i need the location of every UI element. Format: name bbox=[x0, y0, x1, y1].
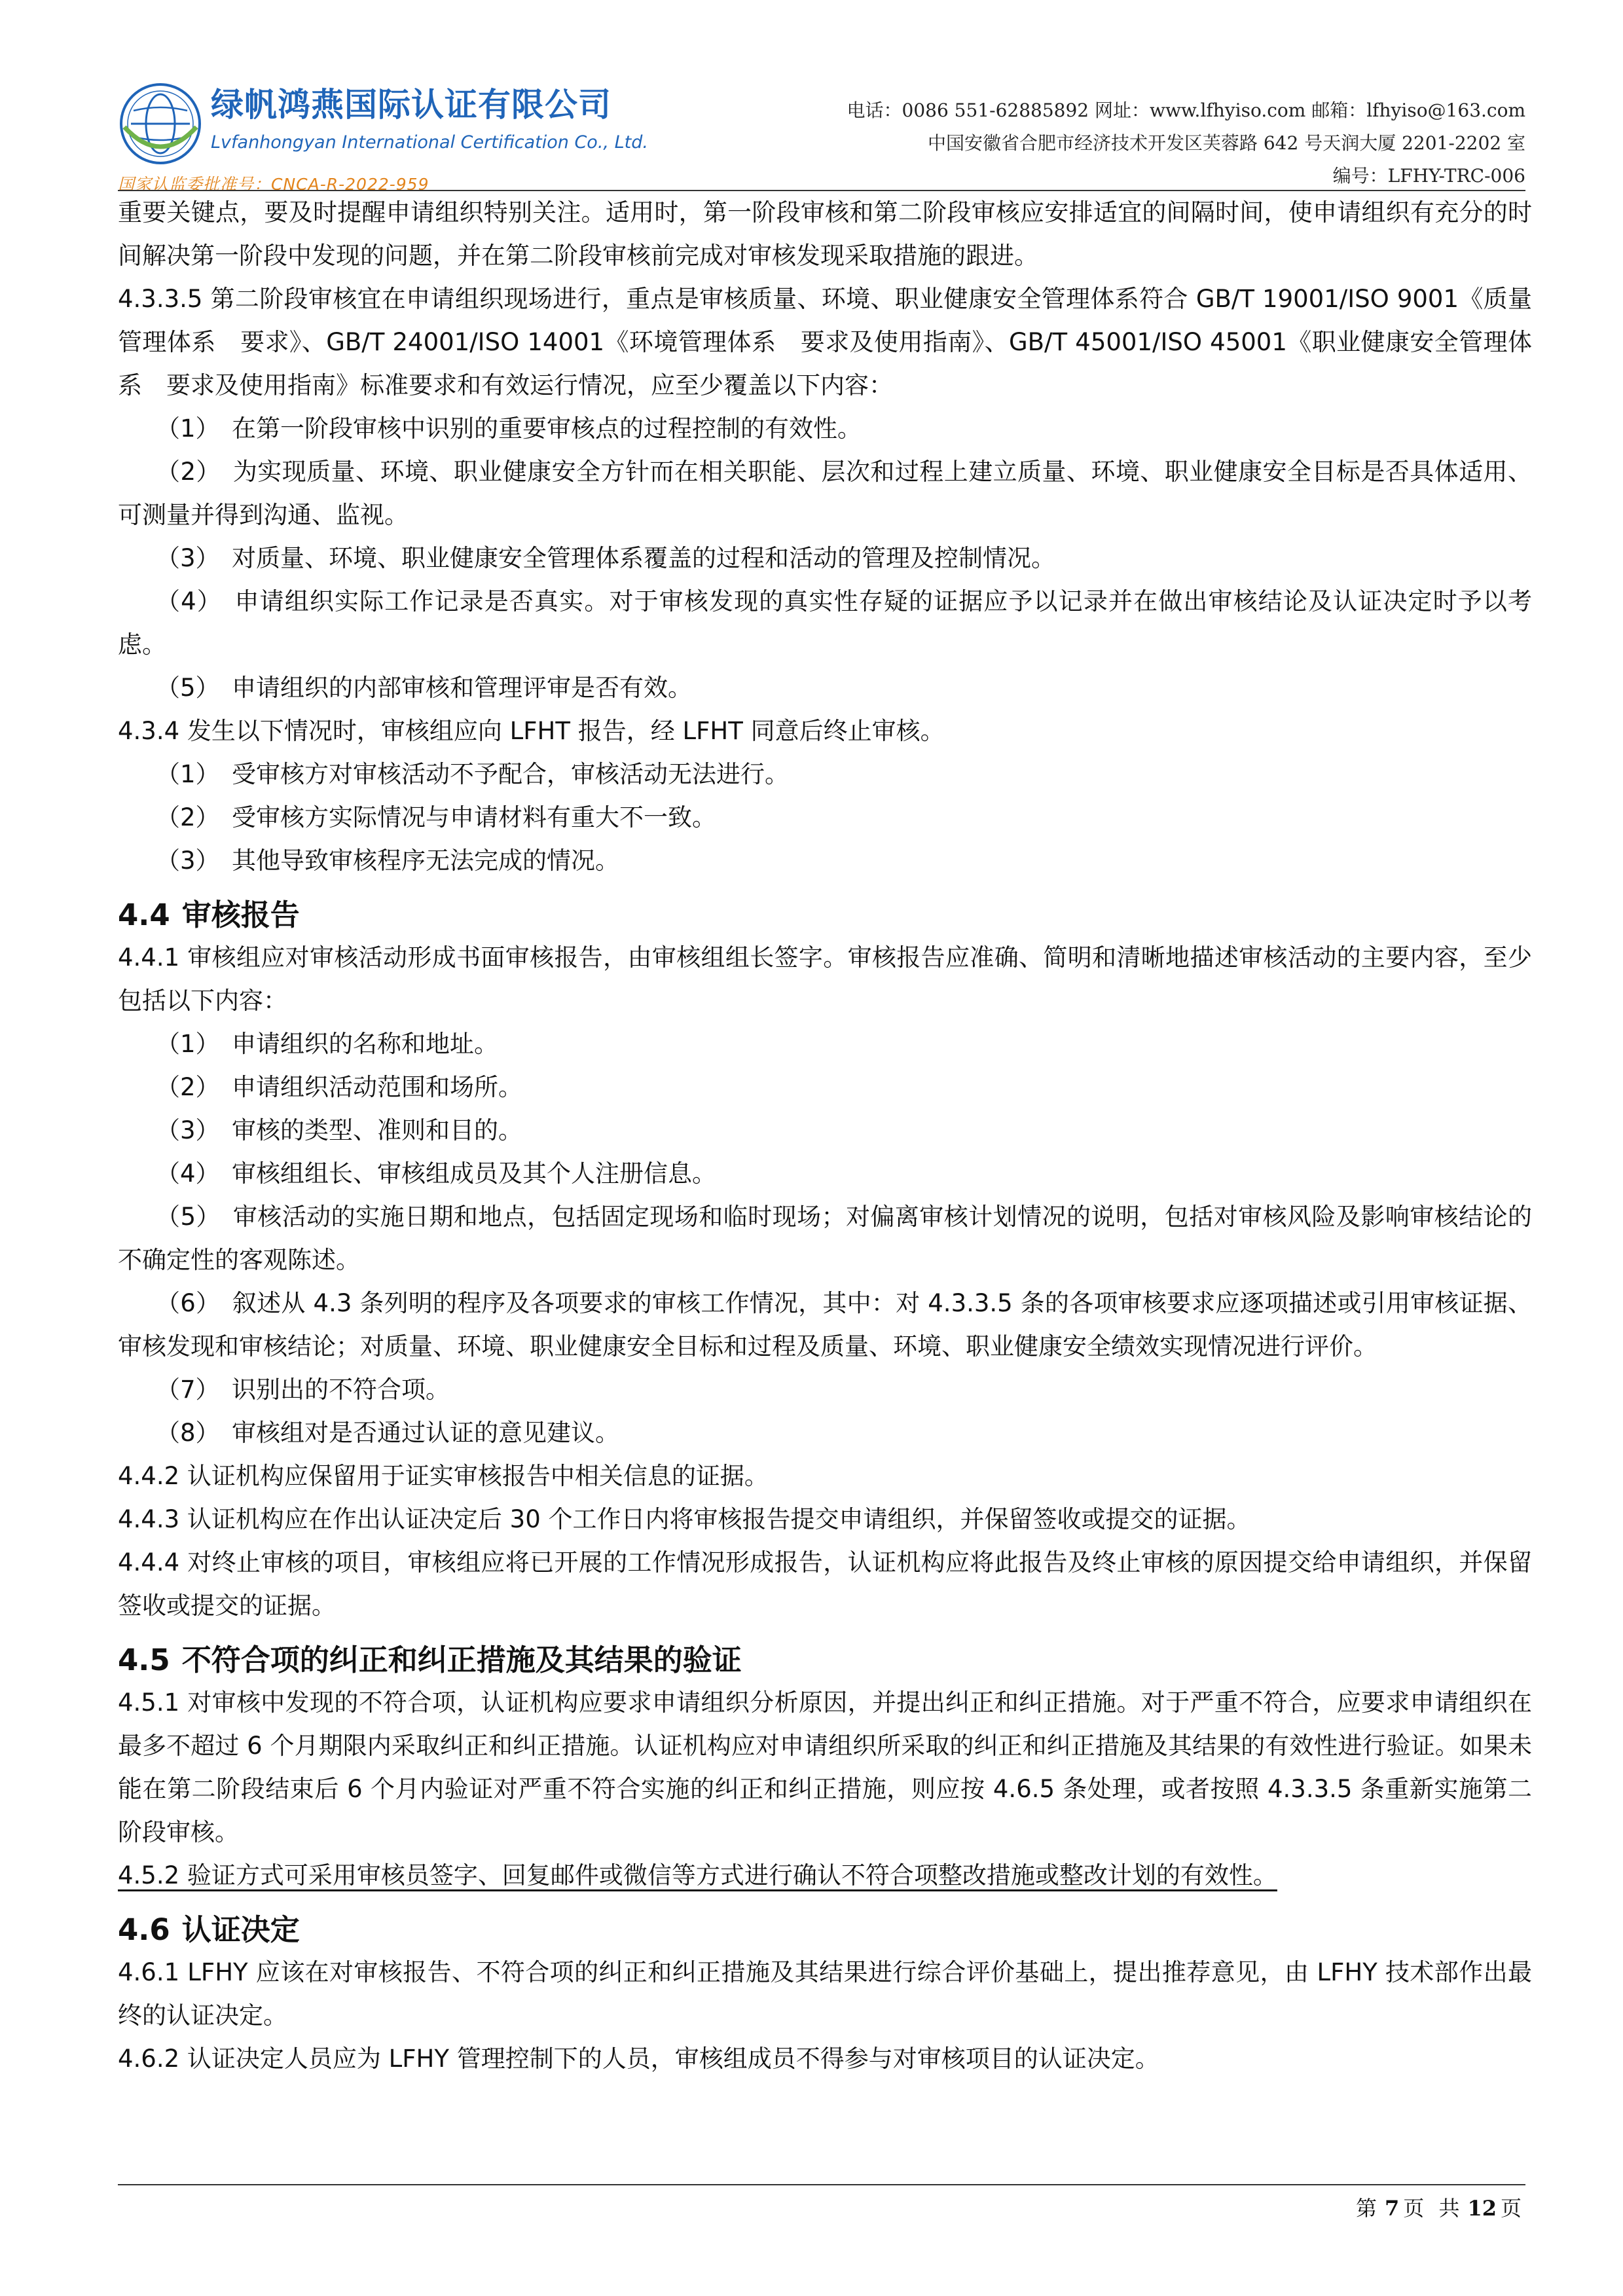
list-item: （8） 审核组对是否通过认证的意见建议。 bbox=[156, 1419, 620, 1447]
footer-divider bbox=[118, 2184, 1525, 2185]
page-header bbox=[118, 73, 1525, 194]
page-prefix: 第 bbox=[1355, 2196, 1381, 2221]
section-title: 审核报告 bbox=[181, 898, 300, 932]
list-item: （2） 受审核方实际情况与申请材料有重大不一致。 bbox=[156, 803, 717, 831]
list-item: （2） 申请组织活动范围和场所。 bbox=[156, 1073, 523, 1101]
company-name-cn: 绿帆鸿燕国际认证有限公司 bbox=[211, 86, 611, 124]
list-item: （6） 叙述从 4.3 条列明的程序及各项要求的审核工作情况，其中：对 4.3.3.5 条的各项审核要求应逐项描述或引用审核证据、审核发现和审核结论；对质量、环境、职业健康安全目标和过程及质量、环境、职业健康安全绩效实现情况进行评价。 bbox=[118, 1289, 1532, 1360]
clause-4-5-2 bbox=[118, 1854, 1532, 1897]
clause-4-4-1: 4.4.1 审核组应对审核活动形成书面审核报告，由审核组组长签字。审核报告应准确、简明和清晰地描述审核活动的主要内容，至少包括以下内容： bbox=[118, 943, 1532, 1015]
clause-4-4-3: 4.4.3 认证机构应在作出认证决定后 30 个工作日内将审核报告提交申请组织，并保留签收或提交的证据。 bbox=[118, 1505, 1251, 1533]
page-number: 7 bbox=[1385, 2196, 1400, 2221]
section-heading-4-4 bbox=[118, 892, 1532, 939]
clause-4-6-1: 4.6.1 LFHY 应该在对审核报告、不符合项的纠正和纠正措施及其结果进行综合评价基础上，提出推荐意见，由 LFHY 技术部作出最终的认证决定。 bbox=[118, 1958, 1532, 2030]
page-suffix: 页 bbox=[1500, 2196, 1525, 2221]
list-item: （4） 申请组织实际工作记录是否真实。对于审核发现的真实性存疑的证据应予以记录并在做出审核结论及认证决定时予以考虑。 bbox=[118, 587, 1532, 659]
company-name-en: Lvfanhongyan International Certification Co., Ltd. bbox=[211, 132, 648, 153]
contact-block bbox=[847, 94, 1526, 192]
page-total: 12 bbox=[1467, 2196, 1497, 2221]
paragraph: 重要关键点，要及时提醒申请组织特别关注。适用时，第一阶段审核和第二阶段审核应安排适宜的间隔时间，使申请组织有充分的时间解决第一阶段中发现的问题，并在第二阶段审核前完成对审核发现采取措施的跟进。 bbox=[118, 198, 1532, 270]
clause-4-3-3-5: 4.3.3.5 第二阶段审核宜在申请组织现场进行，重点是审核质量、环境、职业健康安全管理体系符合 GB/T 19001/ISO 9001《质量管理体系 要求》、GB/T 24001/ISO 14001《环境管理体系 要求及使用指南》、GB/T 45001/ISO 45001《职业健康安全管理体系 要求及使用指南》标准要求和有效运行情况，应至少覆盖以下内容： bbox=[118, 285, 1532, 399]
list-item: （4） 审核组组长、审核组成员及其个人注册信息。 bbox=[156, 1159, 717, 1188]
section-number: 4.6 bbox=[118, 1912, 170, 1947]
list-item: （3） 对质量、环境、职业健康安全管理体系覆盖的过程和活动的管理及控制情况。 bbox=[156, 544, 1056, 572]
underlined-text: 4.5.2 验证方式可采用审核员签字、回复邮件或微信等方式进行确认不符合项整改措施或整改计划的有效性。 bbox=[118, 1861, 1277, 1889]
contact-line: 电话：0086 551-62885892 网址：www.lfhyiso.com 邮箱：lfhyiso@163.com bbox=[847, 100, 1525, 121]
clause-4-6-2: 4.6.2 认证决定人员应为 LFHY 管理控制下的人员，审核组成员不得参与对审核项目的认证决定。 bbox=[118, 2045, 1159, 2073]
page-footer bbox=[1356, 2192, 1525, 2222]
list-item: （1） 在第一阶段审核中识别的重要审核点的过程控制的有效性。 bbox=[156, 414, 862, 443]
list-item: （3） 其他导致审核程序无法完成的情况。 bbox=[156, 847, 620, 875]
document-body bbox=[118, 191, 1532, 2081]
section-title: 认证决定 bbox=[181, 1912, 300, 1947]
list-item: （1） 申请组织的名称和地址。 bbox=[156, 1030, 499, 1058]
section-heading-4-5 bbox=[118, 1637, 1532, 1684]
clause-4-5-1: 4.5.1 对审核中发现的不符合项，认证机构应要求申请组织分析原因，并提出纠正和纠正措施。对于严重不符合，应要求申请组织在最多不超过 6 个月期限内采取纠正和纠正措施。认证机构应对申请组织所采取的纠正和纠正措施及其结果的有效性进行验证。如果未能在第二阶段结束后 6 个月内验证对严重不符合实施的纠正和纠正措施，则应按 4.6.5 条处理，或者按照 4.3.3.5 条重新实施第二阶段审核。 bbox=[118, 1688, 1532, 1846]
list-item: （3） 审核的类型、准则和目的。 bbox=[156, 1116, 523, 1144]
list-item: （5） 申请组织的内部审核和管理评审是否有效。 bbox=[156, 674, 693, 702]
globe-logo-icon bbox=[118, 81, 203, 166]
clause-4-3-4: 4.3.4 发生以下情况时，审核组应向 LFHT 报告，经 LFHT 同意后终止审核。 bbox=[118, 717, 945, 745]
section-number: 4.5 bbox=[118, 1643, 170, 1677]
list-item: （1） 受审核方对审核活动不予配合，审核活动无法进行。 bbox=[156, 760, 790, 788]
section-number: 4.4 bbox=[118, 898, 170, 932]
section-heading-4-6 bbox=[118, 1906, 1532, 1954]
clause-4-4-4: 4.4.4 对终止审核的项目，审核组应将已开展的工作情况形成报告，认证机构应将此报告及终止审核的原因提交给申请组织，并保留签收或提交的证据。 bbox=[118, 1548, 1532, 1620]
page-middle: 页 共 bbox=[1403, 2196, 1464, 2221]
clause-4-4-2: 4.4.2 认证机构应保留用于证实审核报告中相关信息的证据。 bbox=[118, 1462, 769, 1490]
list-item: （5） 审核活动的实施日期和地点，包括固定现场和临时现场；对偏离审核计划情况的说明，包括对审核风险及影响审核结论的不确定性的客观陈述。 bbox=[118, 1203, 1532, 1274]
list-item: （2） 为实现质量、环境、职业健康安全方针而在相关职能、层次和过程上建立质量、环境、职业健康安全目标是否具体适用、可测量并得到沟通、监视。 bbox=[118, 458, 1532, 529]
list-item: （7） 识别出的不符合项。 bbox=[156, 1376, 450, 1404]
document-number: 编号：LFHY-TRC-006 bbox=[1332, 165, 1525, 187]
section-title: 不符合项的纠正和纠正措施及其结果的验证 bbox=[181, 1643, 742, 1677]
approval-number: 国家认监委批准号：CNCA-R-2022-959 bbox=[118, 175, 429, 194]
address-line: 中国安徽省合肥市经济技术开发区芙蓉路 642 号天润大厦 2201-2202 室 bbox=[927, 132, 1525, 154]
